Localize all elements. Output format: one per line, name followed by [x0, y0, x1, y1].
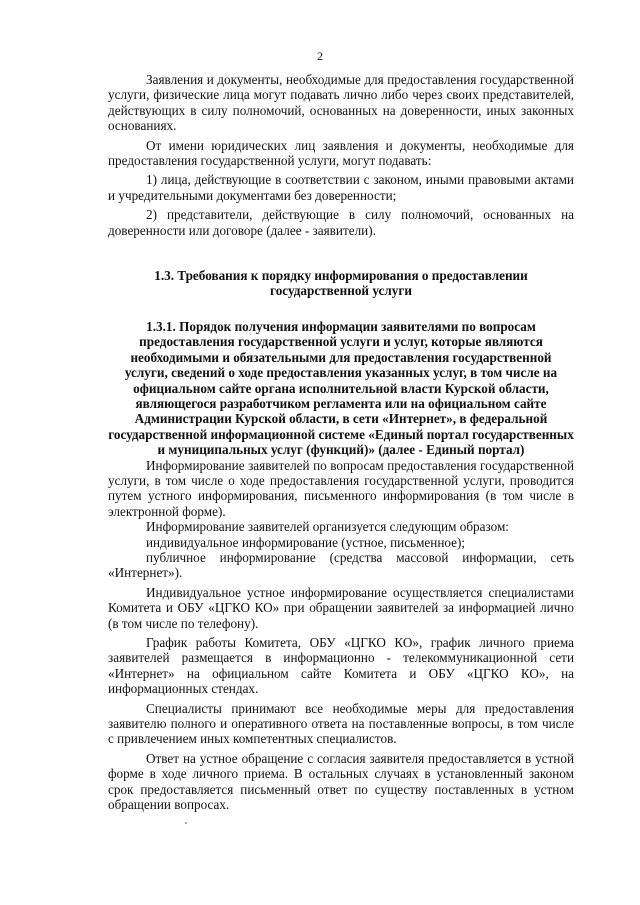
list-item: публичное информирование (средства массовой информации, сеть «Интернет»).: [108, 549, 574, 581]
document-body: [108, 72, 574, 812]
paragraph: Заявления и документы, необходимые для предоставления государственной услуги, физические лица могут подавать лично либо через своих представителей, действующих в силу полномочий, основанных на доверенности, иных законных основаниях.: [108, 72, 574, 134]
list-item: 2) представители, действующие в силу полномочий, основанных на доверенности или договоре (далее - заявители).: [108, 207, 574, 238]
page-number: 2: [317, 49, 323, 63]
subsection-heading: 1.3.1. Порядок получения информации заявителями по вопросам предоставления государственной услуги и услуг, которые являются необходимыми и обязательными для предоставления государственной услуги, сведений о ходе предоставления указанных услуг, в том числе на официальном сайте органа исполнительной власти Курской области, являющегося разработчиком регламента или на официальном сайте Администрации Курской области, в сети «Интернет», в федеральной государственной информационной системе «Единый портал государственных и муниципальных услуг (функций)» (далее - Единый портал): [108, 318, 574, 458]
list-item: индивидуальное информирование (устное, письменное);: [146, 534, 466, 550]
paragraph: От имени юридических лиц заявления и документы, необходимые для предоставления государственной услуги, могут подавать:: [108, 137, 574, 169]
list-item: 1) лица, действующие в соответствии с законом, иными правовыми актами и учредительными документами без доверенности;: [108, 172, 574, 203]
section-heading: 1.3. Требования к порядку информирования о предоставлении государственной услуги: [154, 268, 528, 299]
scan-speck: [185, 822, 187, 824]
paragraph: Индивидуальное устное информирование осуществляется специалистами Комитета и ОБУ «ЦГКО КО» при обращении заявителей за информацией лично (в том числе по телефону).: [108, 584, 574, 631]
paragraph: График работы Комитета, ОБУ «ЦГКО КО», график личного приема заявителей размещается в информационно - телекоммуникационной сети «Интернет» на официальном сайте Комитета и ОБУ «ЦГКО КО», на информационных стендах.: [108, 635, 574, 697]
paragraph: Информирование заявителей организуется следующим образом:: [146, 519, 509, 535]
paragraph: Ответ на устное обращение с согласия заявителя предоставляется в устной форме в ходе личного приема. В остальных случаях в установленный законом срок предоставляется письменный ответ по существу поставленных в устном обращении вопросах.: [108, 750, 574, 813]
paragraph: Специалисты принимают все необходимые меры для предоставления заявителю полного и оперативного ответа на поставленные вопросы, в том числе с привлечением иных компетентных специалистов.: [108, 700, 574, 747]
paragraph: Информирование заявителей по вопросам предоставления государственной услуги, в том числе о ходе предоставления государственной услуги, проводится путем устного информирования, письменного информирования (в том числе в электронной форме).: [108, 457, 574, 519]
